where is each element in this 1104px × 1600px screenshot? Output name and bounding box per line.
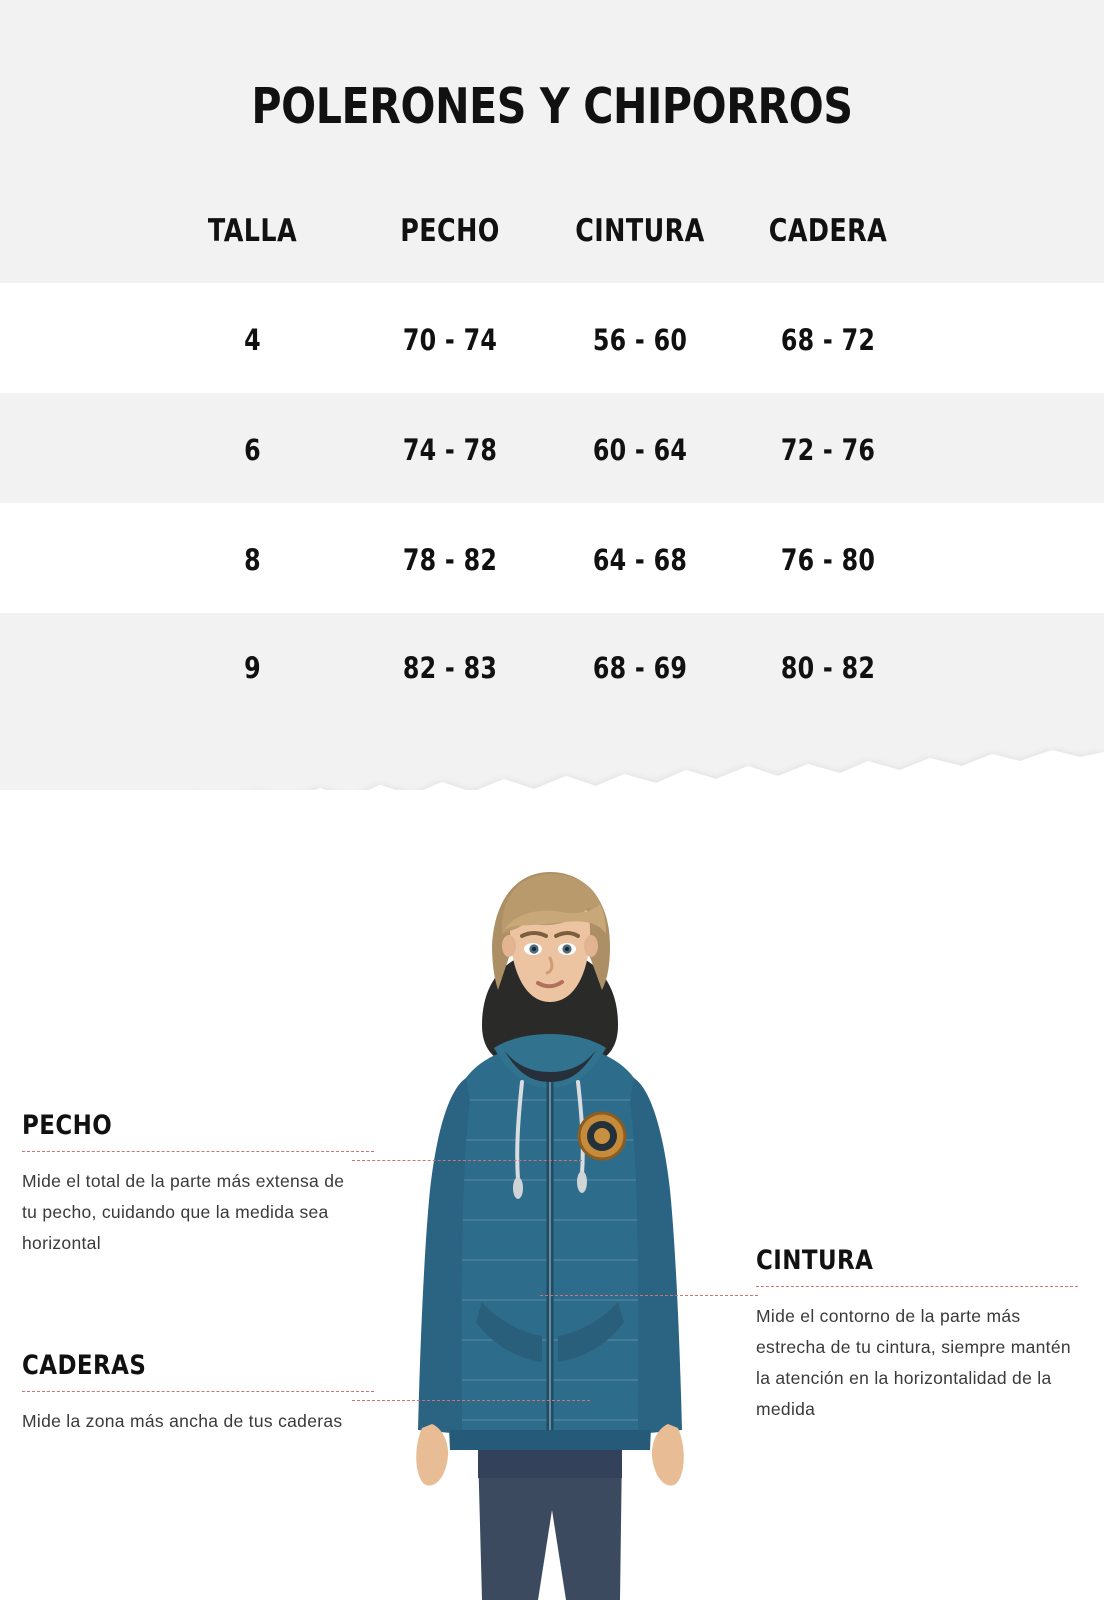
callout-cintura-title: CINTURA [756, 1245, 874, 1276]
callout-caderas [22, 1350, 352, 1437]
cell-pecho: 78 - 82 [402, 543, 498, 577]
column-header-talla: TALLA [207, 213, 298, 249]
callout-pecho-body: Mide el total de la parte más extensa de tu pecho, cuidando que la medida sea horizontal [22, 1171, 345, 1253]
column-header-cadera: CADERA [768, 213, 888, 249]
cell-cadera: 76 - 80 [780, 543, 876, 577]
cell-pecho: 82 - 83 [402, 651, 498, 685]
cell-cintura: 68 - 69 [592, 651, 688, 685]
cell-cadera: 72 - 76 [780, 433, 876, 467]
page-title: POLERONES Y CHIPORROS [251, 78, 853, 135]
measurement-guide-section [0, 840, 1104, 1600]
cell-cadera: 68 - 72 [780, 323, 876, 357]
table-header-row [0, 175, 1104, 283]
table-row [0, 393, 1104, 503]
cell-cadera: 80 - 82 [780, 651, 876, 685]
cell-cintura: 64 - 68 [592, 543, 688, 577]
cell-talla: 4 [244, 323, 261, 357]
callout-pecho-title: PECHO [22, 1110, 113, 1141]
callout-cintura-body: Mide el contorno de la parte más estrecha de tu cintura, siempre mantén la atención en la horizontalidad de la medida [756, 1306, 1071, 1419]
callout-caderas-title: CADERAS [22, 1350, 147, 1381]
lead-line-pecho [352, 1160, 582, 1161]
cell-cintura: 60 - 64 [592, 433, 688, 467]
callout-caderas-divider [22, 1391, 374, 1392]
callout-pecho [22, 1110, 352, 1259]
table-row [0, 613, 1104, 773]
cell-pecho: 70 - 74 [402, 323, 498, 357]
column-header-cintura: CINTURA [575, 213, 705, 249]
cell-pecho: 74 - 78 [402, 433, 498, 467]
lead-line-cintura [540, 1295, 758, 1296]
size-table-section [0, 0, 1104, 790]
cell-talla: 6 [244, 433, 261, 467]
cell-talla: 8 [244, 543, 261, 577]
table-row [0, 283, 1104, 393]
callout-cintura-divider [756, 1286, 1078, 1287]
boy-hoodie-illustration [370, 850, 730, 1600]
table-row [0, 503, 1104, 613]
lead-line-caderas [352, 1400, 590, 1401]
callout-caderas-body: Mide la zona más ancha de tus caderas [22, 1411, 343, 1431]
column-header-pecho: PECHO [400, 213, 500, 249]
cell-talla: 9 [244, 651, 261, 685]
callout-pecho-divider [22, 1151, 374, 1152]
cell-cintura: 56 - 60 [592, 323, 688, 357]
callout-cintura [756, 1245, 1076, 1425]
